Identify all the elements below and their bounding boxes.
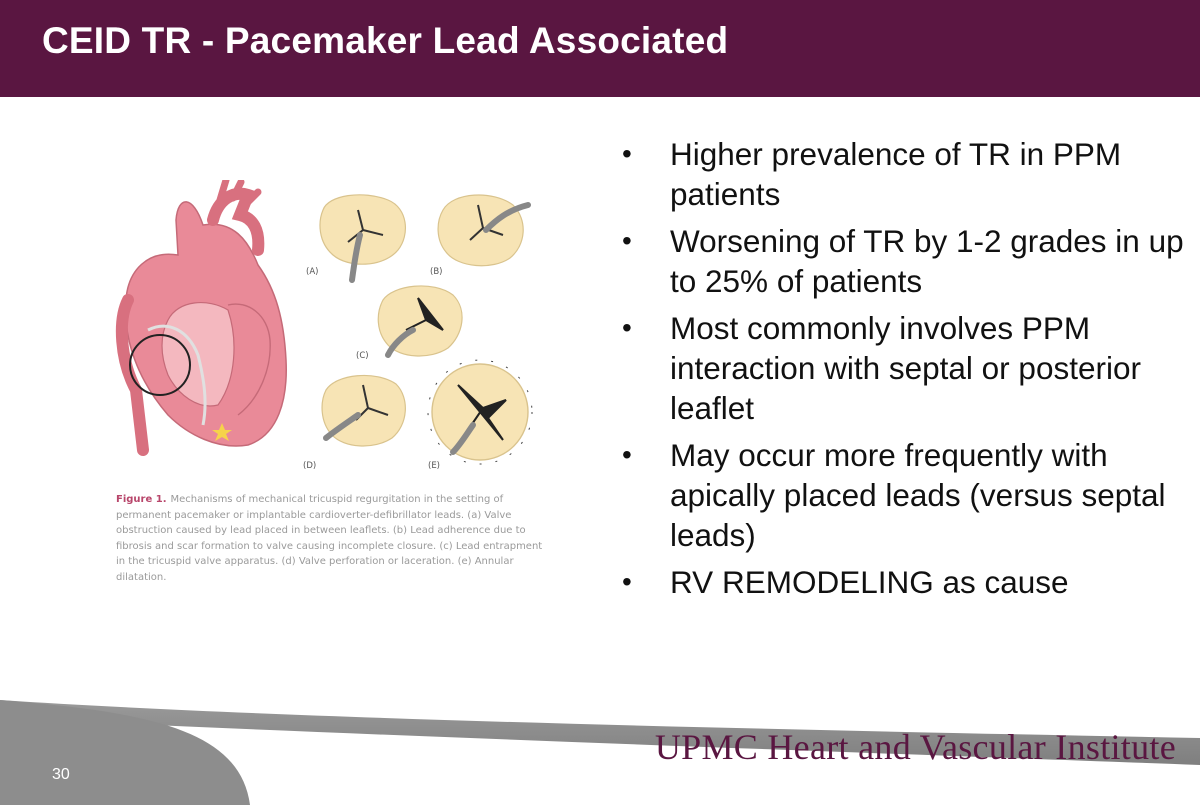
bullet-item <box>620 134 1190 214</box>
bullet-icon: • <box>622 225 632 256</box>
figure-caption-label: Figure 1. <box>116 494 167 505</box>
sublabel-e: (E) <box>428 461 441 471</box>
slide-title: CEID TR - Pacemaker Lead Associated <box>42 20 729 61</box>
bullet-item <box>620 308 1190 428</box>
figure-caption-text: Mechanisms of mechanical tricuspid regurgitation in the setting of permanent pacemaker or implantable cardioverter-defibrillator leads. (a) Valve obstruction caused by lead placed in between leaflets. (b) Lead adherence due to fibrosis and scar formation to valve causing incomplete closure. (c) Lead entrapment in the tricuspid valve apparatus. (d) Valve perforation or laceration. (e) Annular dilatation. <box>116 494 543 583</box>
bullet-item <box>620 435 1190 555</box>
valve-panel-e <box>428 360 532 471</box>
bullet-icon: • <box>622 312 632 343</box>
upmc-logo-text: UPMC Heart and Vascular Institute <box>654 727 1176 767</box>
title-bar <box>0 0 1200 97</box>
heart-figure <box>108 180 548 480</box>
valve-panel-a <box>306 195 405 280</box>
heart-illustration <box>122 180 286 450</box>
sublabel-a: (A) <box>306 267 319 277</box>
bullet-icon: • <box>622 566 632 597</box>
bullet-item <box>620 562 1190 602</box>
sublabel-d: (D) <box>303 461 317 471</box>
bullet-icon: • <box>622 439 632 470</box>
bullet-list <box>620 134 1190 609</box>
bullet-text: Higher prevalence of TR in PPM patients <box>670 136 1122 212</box>
slide-number: 30 <box>52 766 70 783</box>
bullet-text: May occur more frequently with apically placed leads (versus septal leads) <box>670 437 1166 553</box>
figure-caption <box>116 492 546 585</box>
bullet-text: Worsening of TR by 1-2 grades in up to 25% of patients <box>670 223 1184 299</box>
bullet-item <box>620 221 1190 301</box>
sublabel-c: (C) <box>356 351 369 361</box>
sublabel-b: (B) <box>430 267 443 277</box>
bullet-text: Most commonly involves PPM interaction with septal or posterior leaflet <box>670 310 1141 426</box>
bullet-icon: • <box>622 138 632 169</box>
bullet-text: RV REMODELING as cause <box>670 564 1069 600</box>
valve-panel-c <box>356 286 462 361</box>
valve-panel-d <box>303 375 405 471</box>
valve-panel-b <box>430 195 528 277</box>
